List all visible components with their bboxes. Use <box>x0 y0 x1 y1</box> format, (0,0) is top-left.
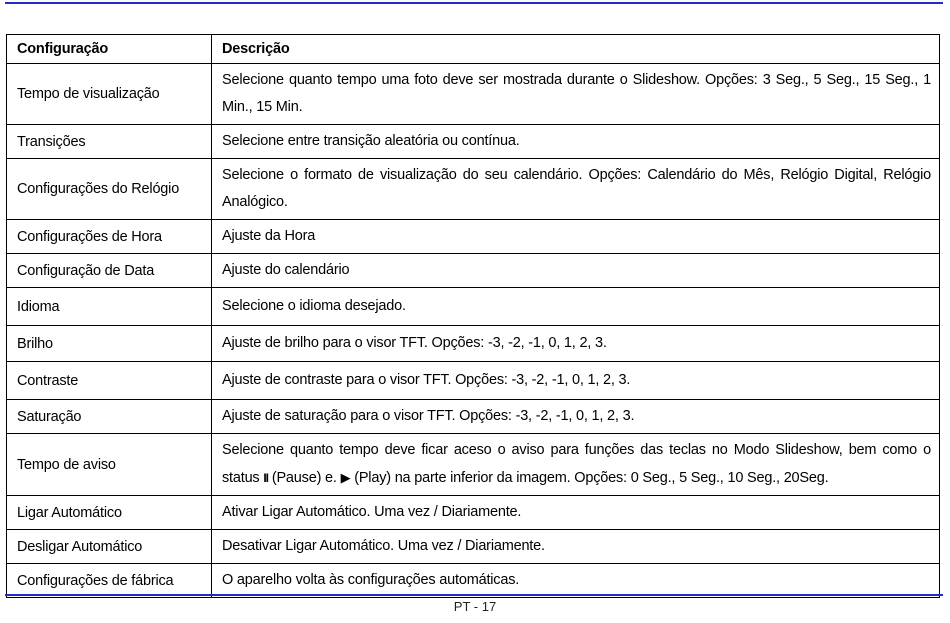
bottom-rule <box>5 594 943 596</box>
table-row <box>7 362 940 400</box>
table-row <box>7 220 940 254</box>
setting-description: Selecione o formato de visualização do seu calendário. Opções: Calendário do Mês, Relógio Digital, Relógio Analógico. <box>212 159 940 220</box>
setting-name: Configurações do Relógio <box>7 159 212 220</box>
page-number: PT - 17 <box>453 599 497 614</box>
column-header-descricao: Descrição <box>212 35 940 64</box>
table-row <box>7 496 940 530</box>
setting-name: Configuração de Data <box>7 254 212 288</box>
table-row <box>7 64 940 125</box>
setting-name: Transições <box>7 125 212 159</box>
setting-name: Saturação <box>7 400 212 434</box>
table-header-row <box>7 35 940 64</box>
setting-name: Tempo de aviso <box>7 434 212 496</box>
table-row <box>7 254 940 288</box>
setting-name: Brilho <box>7 326 212 362</box>
description-text: (Play) na parte inferior da imagem. Opções: 0 Seg., 5 Seg., 10 Seg., 20Seg. <box>350 470 829 486</box>
setting-description: Ajuste do calendário <box>212 254 940 288</box>
play-icon: ▶ <box>340 470 351 485</box>
setting-description: Selecione o idioma desejado. <box>212 288 940 326</box>
setting-description <box>212 434 940 496</box>
setting-description: Ajuste de saturação para o visor TFT. Opções: -3, -2, -1, 0, 1, 2, 3. <box>212 400 940 434</box>
top-rule <box>5 2 943 4</box>
setting-name: Configurações de Hora <box>7 220 212 254</box>
description-text: (Pause) e. <box>268 470 341 486</box>
settings-table <box>6 34 940 598</box>
setting-name: Contraste <box>7 362 212 400</box>
table-row <box>7 125 940 159</box>
setting-description: Desativar Ligar Automático. Uma vez / Diariamente. <box>212 530 940 564</box>
table-row <box>7 434 940 496</box>
setting-description: Ajuste da Hora <box>212 220 940 254</box>
setting-description: Selecione quanto tempo uma foto deve ser mostrada durante o Slideshow. Opções: 3 Seg., 5 Seg., 15 Seg., 1 Min., 15 Min. <box>212 64 940 125</box>
table-row <box>7 400 940 434</box>
setting-description: Ajuste de contraste para o visor TFT. Opções: -3, -2, -1, 0, 1, 2, 3. <box>212 362 940 400</box>
setting-name: Ligar Automático <box>7 496 212 530</box>
table-row <box>7 530 940 564</box>
setting-name: Tempo de visualização <box>7 64 212 125</box>
table-row <box>7 564 940 598</box>
setting-description: Ativar Ligar Automático. Uma vez / Diariamente. <box>212 496 940 530</box>
pause-icon: II <box>263 471 268 485</box>
setting-description: Ajuste de brilho para o visor TFT. Opções: -3, -2, -1, 0, 1, 2, 3. <box>212 326 940 362</box>
table-row <box>7 159 940 220</box>
setting-name: Configurações de fábrica <box>7 564 212 598</box>
table-row <box>7 326 940 362</box>
column-header-configuracao: Configuração <box>7 35 212 64</box>
table-row <box>7 288 940 326</box>
setting-name: Desligar Automático <box>7 530 212 564</box>
setting-description: Selecione entre transição aleatória ou contínua. <box>212 125 940 159</box>
description-text: Selecione quanto tempo deve ficar aceso o aviso para funções das teclas no Modo Slideshow, bem como o status <box>222 442 931 486</box>
setting-description: O aparelho volta às configurações automáticas. <box>212 564 940 598</box>
setting-name: Idioma <box>7 288 212 326</box>
